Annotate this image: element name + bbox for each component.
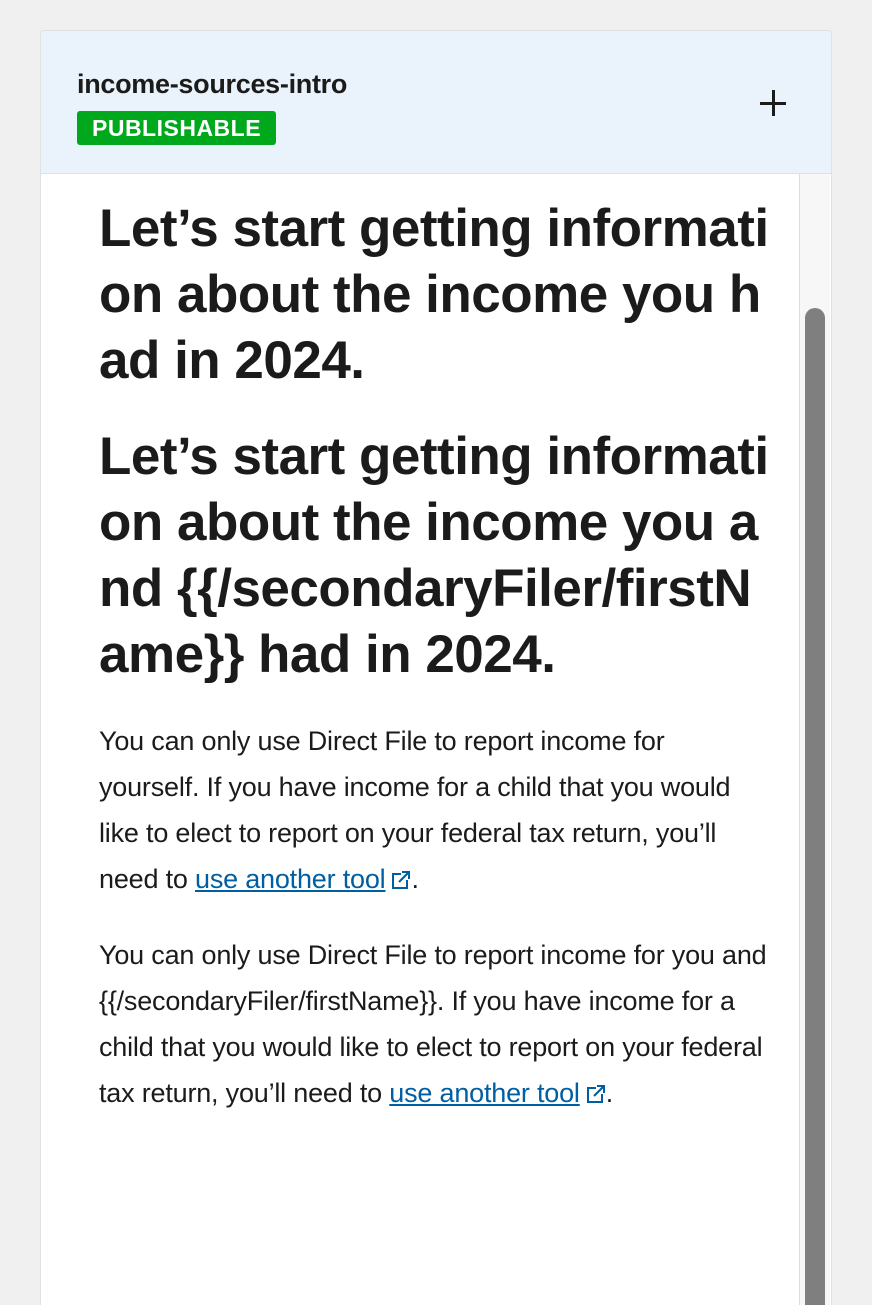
scrollbar-thumb[interactable]: [805, 308, 825, 1305]
paragraph-single-text: You can only use Direct File to report income for yourself. If you have income for a child that you would like to elect to report on your federal tax return, you’ll need to: [99, 726, 731, 894]
plus-icon: [760, 90, 786, 116]
screen-card: [40, 30, 832, 1305]
link-label: use another tool: [195, 864, 386, 894]
use-another-tool-link[interactable]: [195, 864, 411, 894]
paragraph-single: [99, 718, 769, 902]
use-another-tool-link[interactable]: [389, 1078, 605, 1108]
external-link-icon: [586, 1084, 606, 1104]
screen-id-title: income-sources-intro: [77, 69, 348, 99]
card-header: [41, 31, 831, 174]
paragraph-mfj-suffix: .: [605, 1078, 614, 1108]
paragraph-single-suffix: .: [411, 864, 419, 894]
status-badge: PUBLISHABLE: [77, 111, 276, 145]
paragraph-mfj-text: You can only use Direct File to report income for you and {{/secondaryFiler/firstName}}. If you have income for a child that you would like to elect to report on your federal tax return, you’ll need to: [99, 940, 767, 1108]
external-link-icon: [391, 870, 411, 890]
paragraph-mfj: [99, 932, 769, 1116]
heading-mfj: Let’s start getting information about the income you and {{/secondaryFiler/firstName}} had in 2024.: [99, 427, 769, 684]
scrollbar[interactable]: [799, 174, 830, 1305]
expand-button[interactable]: [753, 83, 793, 123]
heading-single: Let’s start getting information about the income you had in 2024.: [99, 199, 769, 390]
link-label: use another tool: [389, 1078, 580, 1108]
screen-preview[interactable]: [41, 174, 799, 1305]
